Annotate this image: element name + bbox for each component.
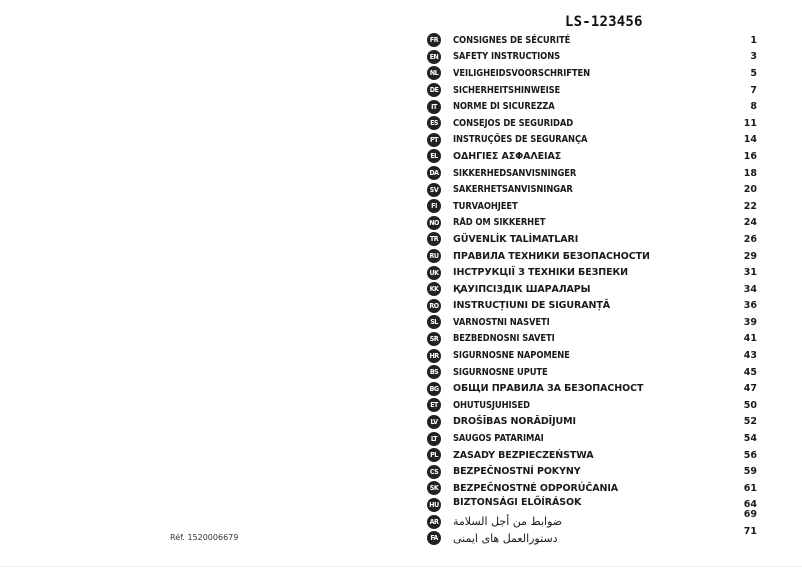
document-model-title: LS-123456: [565, 14, 643, 30]
language-badge-icon: HU: [427, 498, 441, 512]
toc-title: CONSIGNES DE SÉCURITÉ: [453, 34, 571, 46]
language-badge-icon: AR: [427, 515, 441, 529]
toc-row-kk[interactable]: [427, 281, 757, 298]
toc-page-number: 43: [743, 350, 757, 362]
language-badge-icon: SR: [427, 332, 441, 346]
toc-page-number: 41: [743, 333, 757, 345]
toc-row-fa[interactable]: [427, 525, 757, 547]
toc-title: ZASADY BEZPIECZEŃSTWA: [453, 449, 594, 461]
toc-title: BEZBEDNOSNI SAVETI: [453, 333, 555, 345]
toc-title: OHUTUSJUHISED: [453, 399, 530, 411]
toc-page-number: 31: [743, 267, 757, 279]
toc-page-number: 26: [743, 233, 757, 245]
toc-row-ru[interactable]: [427, 248, 757, 265]
language-badge-icon: ET: [427, 398, 441, 412]
table-of-contents: [427, 32, 757, 546]
toc-page-number: 14: [743, 134, 757, 146]
language-badge-icon: SV: [427, 183, 441, 197]
toc-row-bs[interactable]: [427, 364, 757, 381]
toc-row-fr[interactable]: [427, 32, 757, 49]
language-badge-icon: FR: [427, 33, 441, 47]
toc-row-fi[interactable]: [427, 198, 757, 215]
toc-title: ضوابط من أجل السلامة: [453, 515, 563, 529]
toc-title: NORME DI SICUREZZA: [453, 101, 555, 113]
toc-row-sl[interactable]: [427, 314, 757, 331]
toc-row-el[interactable]: [427, 148, 757, 165]
toc-page-number: 22: [743, 200, 757, 212]
toc-title: VEILIGHEIDSVOORSCHRIFTEN: [453, 67, 591, 79]
language-badge-icon: PT: [427, 133, 441, 147]
language-badge-icon: FA: [427, 531, 441, 545]
toc-row-nl[interactable]: [427, 65, 757, 82]
toc-title: RÅD OM SIKKERHET: [453, 217, 546, 229]
reference-number: Réf. 1520006679: [170, 533, 239, 542]
toc-row-hr[interactable]: [427, 347, 757, 364]
toc-page-number: 52: [743, 416, 757, 428]
toc-title: SÄKERHETSANVISNINGAR: [453, 184, 573, 196]
toc-page-number: 56: [743, 449, 757, 461]
toc-row-sr[interactable]: [427, 331, 757, 348]
toc-row-lt[interactable]: [427, 430, 757, 447]
toc-page-number: 5: [750, 67, 757, 79]
language-badge-icon: LT: [427, 432, 441, 446]
toc-page-number: 16: [743, 150, 757, 162]
toc-title: SICHERHEITSHINWEISE: [453, 84, 561, 96]
toc-title: ПРАВИЛА ТЕХНИКИ БЕЗОПАСНОСТИ: [453, 250, 650, 262]
page-edge-divider: [0, 566, 802, 567]
language-badge-icon: LV: [427, 415, 441, 429]
toc-page-number: 20: [743, 184, 757, 196]
language-badge-icon: NL: [427, 66, 441, 80]
toc-row-es[interactable]: [427, 115, 757, 132]
toc-row-en[interactable]: [427, 49, 757, 66]
language-badge-icon: NO: [427, 216, 441, 230]
toc-title: BEZPEČNOSTNÉ ODPORÚČANIA: [453, 482, 619, 494]
toc-title: SIKKERHEDSANVISNINGER: [453, 167, 577, 179]
toc-row-hu[interactable]: [427, 497, 757, 514]
toc-page-number: 69: [743, 509, 757, 521]
toc-row-tr[interactable]: [427, 231, 757, 248]
language-badge-icon: KK: [427, 282, 441, 296]
toc-title: SIGURNOSNE UPUTE: [453, 366, 548, 378]
language-badge-icon: ES: [427, 116, 441, 130]
toc-row-ar[interactable]: [427, 509, 757, 530]
toc-title: ΟΔΗΓΙΕΣ ΑΣΦΑΛΕΙΑΣ: [453, 150, 562, 162]
toc-title: ОБЩИ ПРАВИЛА ЗА БЕЗОПАСНОСТ: [453, 383, 644, 395]
toc-title: CONSEJOS DE SEGURIDAD: [453, 117, 574, 129]
toc-row-pl[interactable]: [427, 447, 757, 464]
toc-page-number: 11: [743, 117, 757, 129]
language-badge-icon: BG: [427, 382, 441, 396]
toc-page-number: 29: [743, 250, 757, 262]
toc-title: VARNOSTNI NASVETI: [453, 316, 550, 328]
language-badge-icon: SL: [427, 315, 441, 329]
toc-row-de[interactable]: [427, 82, 757, 99]
language-badge-icon: PL: [427, 448, 441, 462]
toc-page-number: 34: [743, 283, 757, 295]
toc-page-number: 39: [743, 316, 757, 328]
toc-page-number: 47: [743, 383, 757, 395]
toc-title: BEZPEČNOSTNÍ POKYNY: [453, 466, 581, 478]
language-badge-icon: EL: [427, 149, 441, 163]
toc-row-bg[interactable]: [427, 380, 757, 397]
language-badge-icon: DE: [427, 83, 441, 97]
toc-page-number: 3: [750, 51, 757, 63]
toc-row-cs[interactable]: [427, 463, 757, 480]
toc-page-number: 36: [743, 300, 757, 312]
toc-title: ІНСТРУКЦІЇ З ТЕХНІКИ БЕЗПЕКИ: [453, 267, 629, 279]
toc-page-number: 54: [743, 433, 757, 445]
toc-page-number: 50: [743, 399, 757, 411]
toc-page-number: 59: [743, 466, 757, 478]
language-badge-icon: EN: [427, 50, 441, 64]
toc-page-number: 61: [743, 482, 757, 494]
language-badge-icon: BS: [427, 365, 441, 379]
toc-row-sv[interactable]: [427, 181, 757, 198]
toc-row-et[interactable]: [427, 397, 757, 414]
toc-title: SIGURNOSNE NAPOMENE: [453, 350, 570, 362]
language-badge-icon: DA: [427, 166, 441, 180]
language-badge-icon: IT: [427, 100, 441, 114]
toc-row-it[interactable]: [427, 98, 757, 115]
toc-title: SAFETY INSTRUCTIONS: [453, 51, 561, 63]
toc-title: ҚАУІПСІЗДІК ШАРАЛАРЫ: [453, 283, 591, 295]
toc-page-number: 8: [750, 101, 757, 113]
toc-page-number: 71: [743, 525, 757, 537]
language-badge-icon: RO: [427, 299, 441, 313]
toc-title: SAUGOS PATARIMAI: [453, 433, 544, 445]
toc-page-number: 24: [743, 217, 757, 229]
toc-title: INSTRUÇÕES DE SEGURANÇA: [453, 134, 588, 146]
language-badge-icon: SK: [427, 481, 441, 495]
language-badge-icon: TR: [427, 232, 441, 246]
toc-page-number: 1: [750, 34, 757, 46]
toc-row-pt[interactable]: [427, 132, 757, 149]
language-badge-icon: RU: [427, 249, 441, 263]
toc-title: INSTRUCȚIUNI DE SIGURANȚĂ: [453, 300, 610, 312]
toc-row-no[interactable]: [427, 215, 757, 232]
toc-row-sk[interactable]: [427, 480, 757, 497]
language-badge-icon: FI: [427, 199, 441, 213]
toc-row-da[interactable]: [427, 165, 757, 182]
toc-row-lv[interactable]: [427, 414, 757, 431]
language-badge-icon: UK: [427, 266, 441, 280]
language-badge-icon: HR: [427, 349, 441, 363]
language-badge-icon: CS: [427, 465, 441, 479]
toc-title: DROŠĪBAS NORĀDĪJUMI: [453, 416, 576, 428]
toc-page-number: 7: [750, 84, 757, 96]
toc-title: دستورالعمل های ایمنی: [453, 531, 558, 545]
toc-page-number: 64: [743, 499, 757, 511]
toc-page-number: 18: [743, 167, 757, 179]
toc-page-number: 45: [743, 366, 757, 378]
toc-row-ro[interactable]: [427, 298, 757, 315]
toc-title: TURVAOHJEET: [453, 200, 518, 212]
toc-row-uk[interactable]: [427, 264, 757, 281]
toc-title: GÜVENLİK TALİMATLARI: [453, 233, 579, 245]
toc-title: BIZTONSÁGI ELŐÍRÁSOK: [453, 496, 582, 508]
